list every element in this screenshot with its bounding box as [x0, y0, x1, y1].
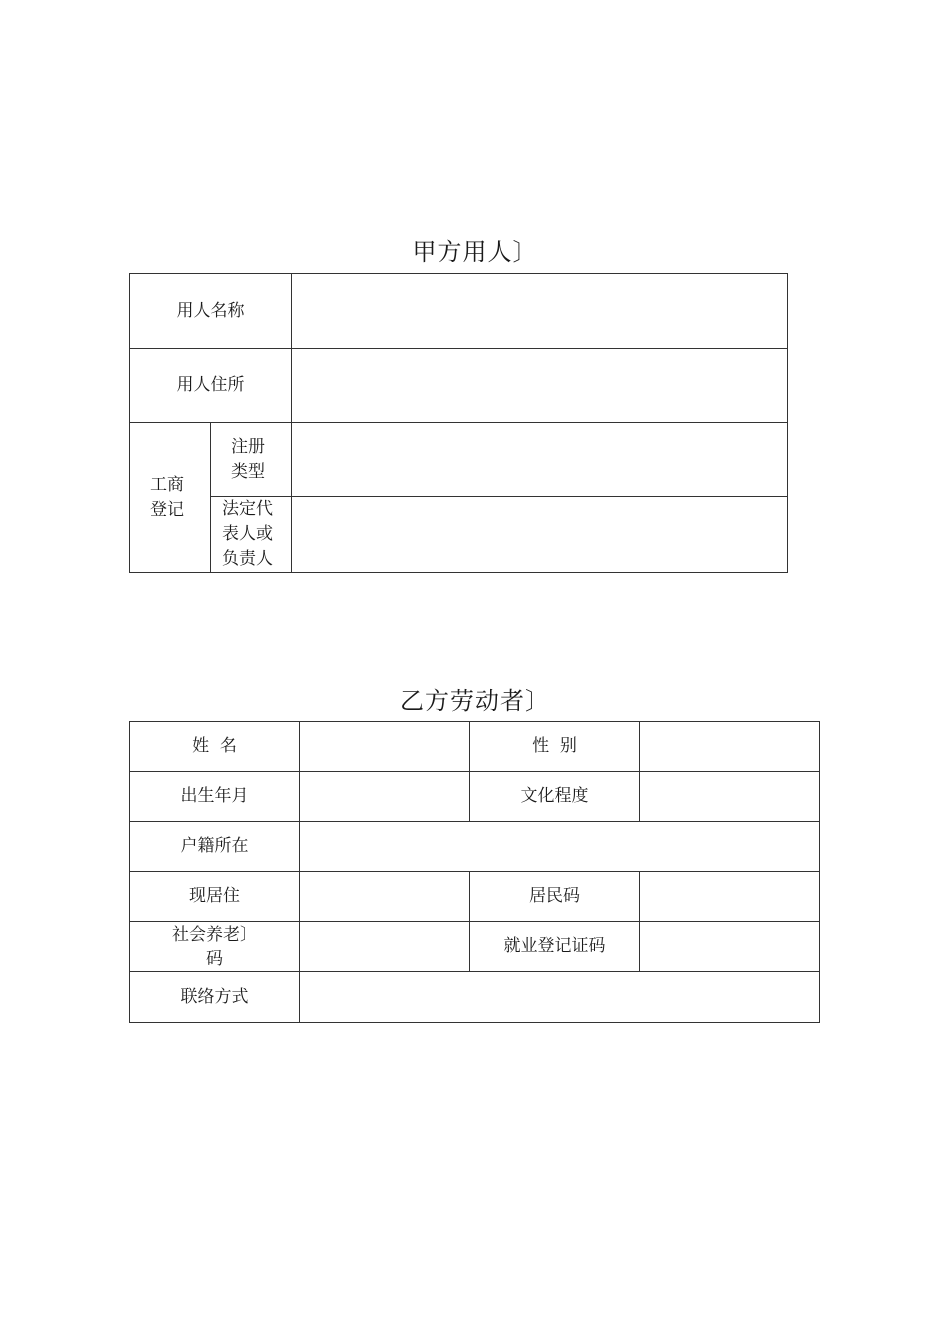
pension-field[interactable]: [300, 922, 470, 972]
party-a-title: 甲方用人〕: [412, 238, 538, 266]
employment-reg-field[interactable]: [640, 922, 820, 972]
education-label: 文化程度: [470, 772, 640, 822]
education-field[interactable]: [640, 772, 820, 822]
residence-field[interactable]: [300, 872, 470, 922]
birth-field[interactable]: [300, 772, 470, 822]
household-label: 户籍所在: [130, 822, 300, 872]
residence-label: 现居住: [130, 872, 300, 922]
name-field[interactable]: [300, 722, 470, 772]
party-b-title: 乙方劳动者〕: [400, 687, 550, 715]
id-label: 居民码: [470, 872, 640, 922]
household-field[interactable]: [300, 822, 820, 872]
pension-label: 社会养老〕码: [130, 922, 300, 972]
id-field[interactable]: [640, 872, 820, 922]
party-a-table: [129, 273, 788, 573]
contact-label: 联络方式: [130, 972, 300, 1023]
employer-name-field[interactable]: [292, 274, 788, 349]
gender-field[interactable]: [640, 722, 820, 772]
registration-type-field[interactable]: [292, 423, 788, 497]
name-label: 姓 名: [130, 722, 300, 772]
party-b-table: [129, 721, 820, 1023]
employer-address-field[interactable]: [292, 349, 788, 423]
employer-name-label: 用人名称: [130, 274, 292, 349]
employment-reg-label: 就业登记证码: [470, 922, 640, 972]
contact-field[interactable]: [300, 972, 820, 1023]
birth-label: 出生年月: [130, 772, 300, 822]
legal-rep-label: 法定代表人或负责人: [211, 497, 292, 573]
employer-address-label: 用人住所: [130, 349, 292, 423]
business-registration-label: 工商登记: [130, 423, 211, 573]
registration-type-label: 注册类型: [211, 423, 292, 497]
gender-label: 性 别: [470, 722, 640, 772]
legal-rep-field[interactable]: [292, 497, 788, 573]
